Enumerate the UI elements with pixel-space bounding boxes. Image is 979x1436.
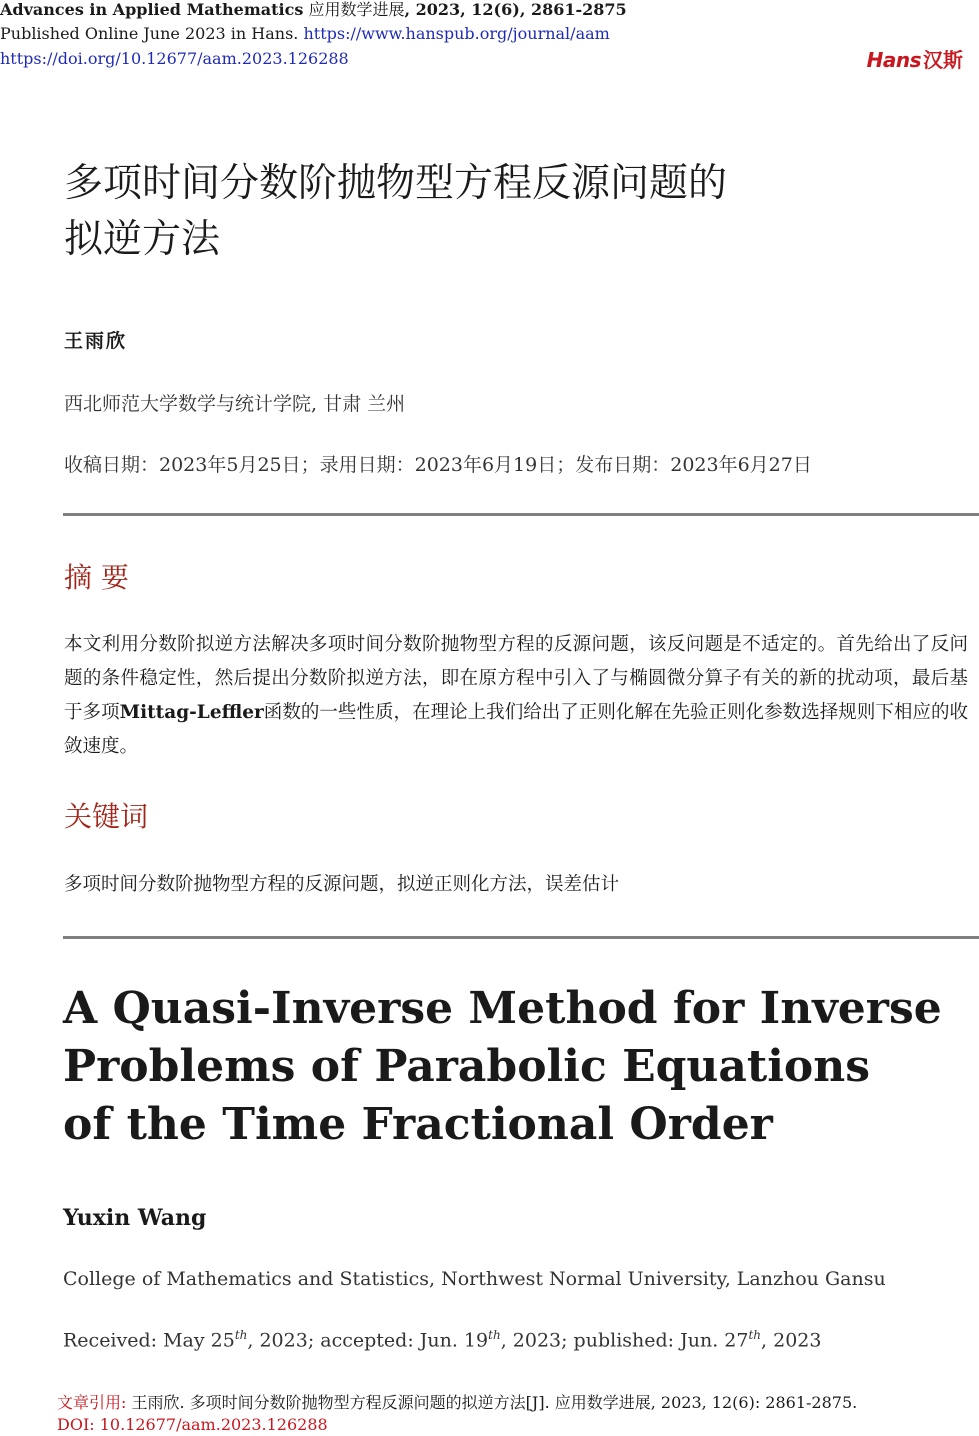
abstract-heading: 摘 要 <box>64 561 129 594</box>
citation-doi[interactable]: DOI: 10.12677/aam.2023.126288 <box>57 1415 328 1434</box>
hans-logo <box>867 44 963 73</box>
en-title-line-3: of the Time Fractional Order <box>63 1099 773 1150</box>
published-line <box>0 24 610 44</box>
sup-th-3: th <box>748 1328 762 1342</box>
cn-title-line-1: 多项时间分数阶抛物型方程反源问题的 <box>64 161 728 206</box>
keywords-text: 多项时间分数阶抛物型方程的反源问题，拟逆正则化方法，误差估计 <box>64 874 620 895</box>
accepted-date: , 2023; accepted: Jun. 19 <box>247 1329 489 1352</box>
published-text: Published Online June 2023 in Hans. <box>0 24 299 43</box>
journal-volume-info: , 2023, 12(6), 2861-2875 <box>404 0 627 19</box>
cn-author: 王雨欣 <box>64 330 128 352</box>
logo-latin: Hans <box>866 48 921 72</box>
logo-chinese: 汉斯 <box>923 48 963 72</box>
citation-footer <box>57 1392 857 1436</box>
sup-th-2: th <box>488 1328 501 1342</box>
year-suffix: , 2023 <box>761 1329 822 1352</box>
en-dates <box>63 1328 821 1351</box>
citation-text: 王雨欣. 多项时间分数阶抛物型方程反源问题的拟逆方法[J]. 应用数学进展, 2023, 12(6): 2861-2875. <box>126 1393 858 1412</box>
en-title-line-1: A Quasi-Inverse Method for Inverse <box>63 983 942 1034</box>
citation-line <box>57 1392 857 1414</box>
cn-affiliation: 西北师范大学数学与统计学院, 甘肃 兰州 <box>64 393 406 415</box>
divider-bottom <box>63 936 979 939</box>
journal-url-link[interactable]: https://www.hanspub.org/journal/aam <box>303 24 610 43</box>
abstract-bold-term: Mittag-Leffler <box>119 702 264 723</box>
journal-header <box>0 0 627 20</box>
sup-th-1: th <box>234 1328 248 1342</box>
citation-label: 文章引用: <box>57 1393 127 1412</box>
abstract-text-2: 函数的一些性质，在理论上我们给出了正则化解在先验正则化参数选择规则下相应的收敛速度。 <box>64 702 968 757</box>
keywords-heading: 关键词 <box>64 800 149 833</box>
received-date: Received: May 25 <box>63 1329 235 1352</box>
journal-name-en: Advances in Applied Mathematics <box>0 0 304 19</box>
cn-title <box>64 156 727 268</box>
cn-dates: 收稿日期：2023年5月25日；录用日期：2023年6月19日；发布日期：2023年6月27日 <box>64 454 812 476</box>
en-affiliation: College of Mathematics and Statistics, Northwest Normal University, Lanzhou Gansu <box>63 1268 886 1290</box>
abstract-text-1: 本文利用分数阶拟逆方法解决多项时间分数阶抛物型方程的反源问题，该反问题是不适定的。首先给出了反问题的条件稳定性，然后提出分数阶拟逆方法，即在原方程中引入了与椭圆微分算子有关的新的扰动项，最后基于多项 <box>64 634 968 723</box>
divider-top <box>63 513 979 516</box>
abstract-body <box>64 628 968 764</box>
cn-title-line-2: 拟逆方法 <box>64 217 221 262</box>
en-author: Yuxin Wang <box>63 1205 207 1231</box>
en-title <box>63 980 942 1154</box>
journal-name-cn: 应用数学进展 <box>308 0 405 19</box>
doi-url-link[interactable]: https://doi.org/10.12677/aam.2023.126288 <box>0 49 349 68</box>
en-title-line-2: Problems of Parabolic Equations <box>63 1041 871 1092</box>
published-date: , 2023; published: Jun. 27 <box>500 1329 749 1352</box>
